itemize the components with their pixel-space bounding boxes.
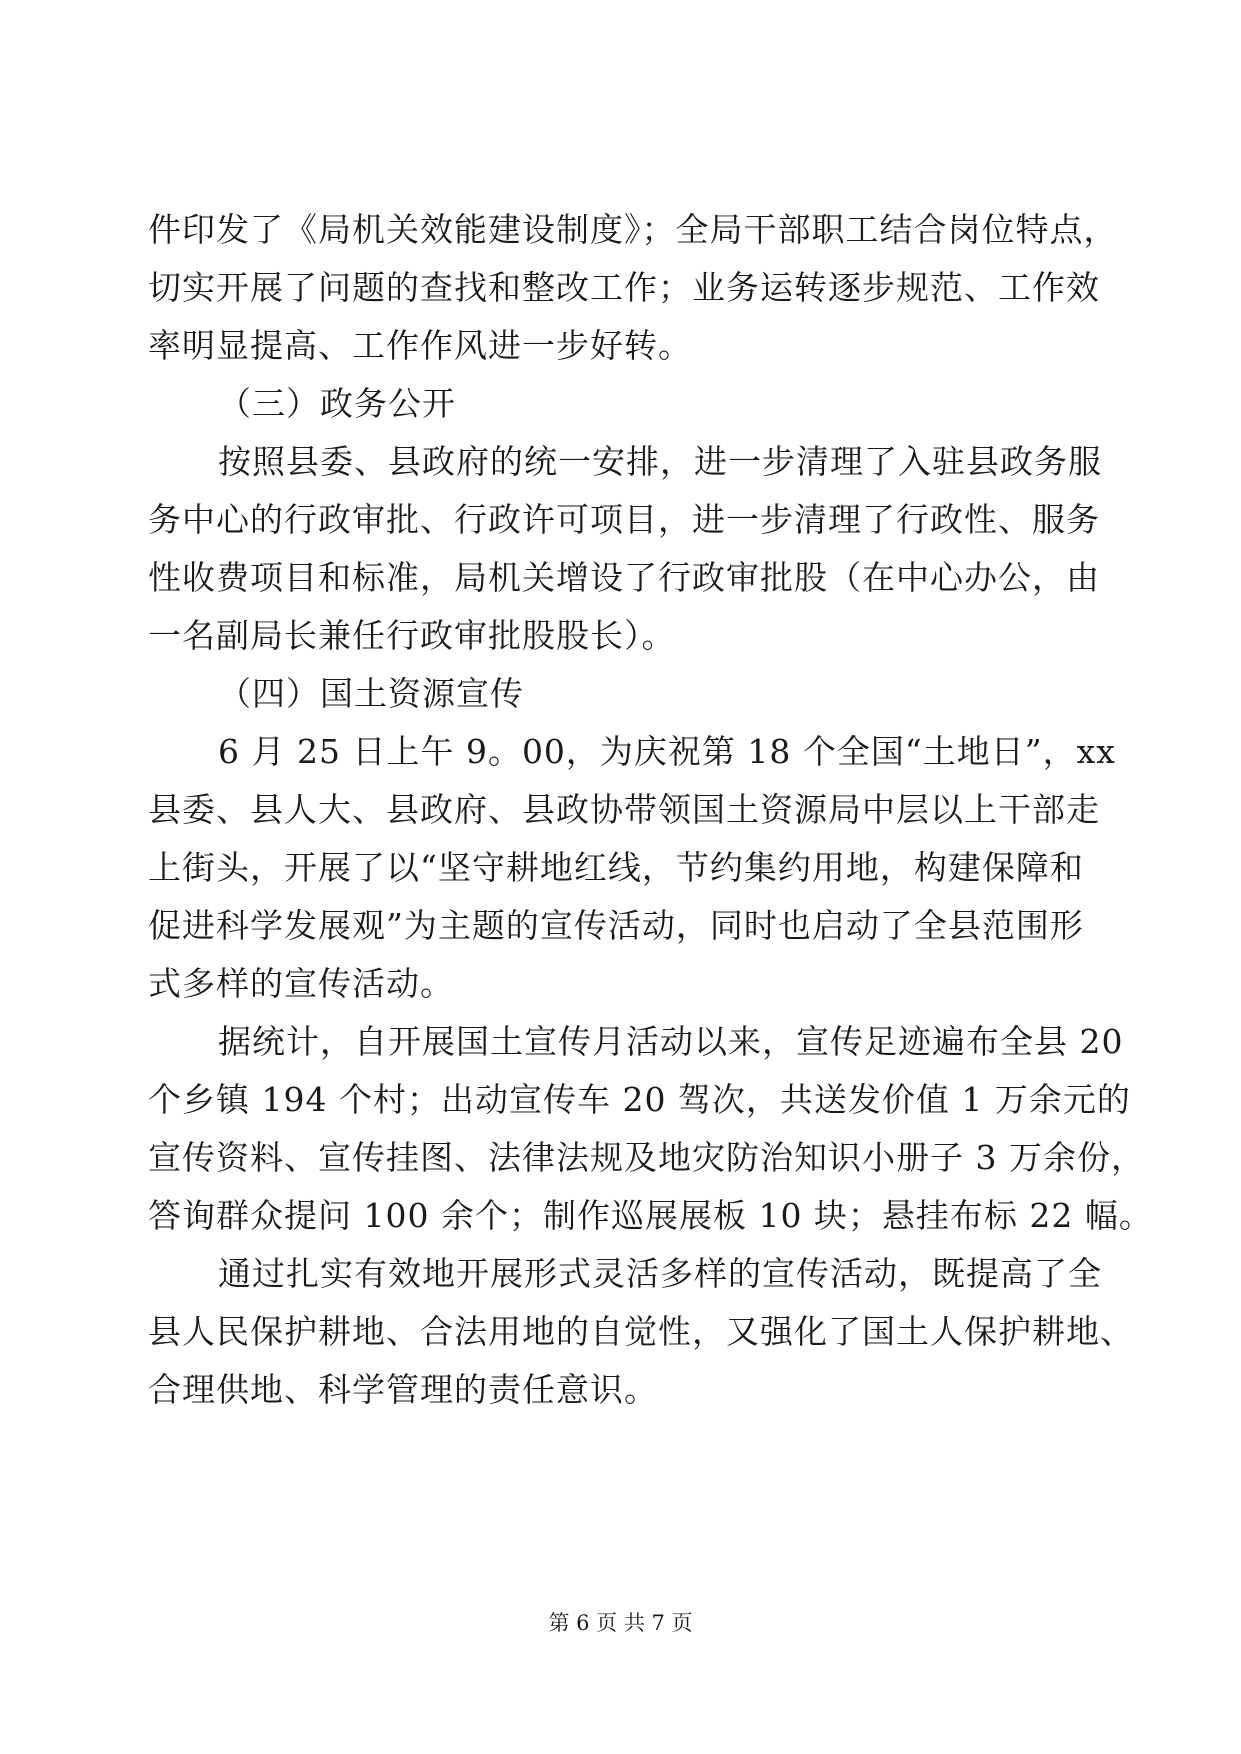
text-line: 件印发了《局机关效能建设制度》；全局干部职工结合岗位特点， — [148, 210, 1118, 249]
text-line: 据统计，自开展国土宣传月活动以来，宣传足迹遍布全县 20 — [218, 1022, 1124, 1061]
text-line: 上街头，开展了以“坚守耕地红线，节约集约用地，构建保障和 — [148, 848, 1084, 887]
text-line: 个乡镇 194 个村；出动宣传车 20 驾次，共送发价值 1 万余元的 — [148, 1080, 1131, 1119]
text-line: 县委、县人大、县政府、县政协带领国土资源局中层以上干部走 — [148, 790, 1100, 829]
text-line: 式多样的宣传活动。 — [148, 964, 454, 1003]
text-line: 一名副局长兼任行政审批股股长）。 — [148, 616, 676, 655]
section-heading: （四）国土资源宣传 — [218, 674, 524, 713]
text-line: 合理供地、科学管理的责任意识。 — [148, 1370, 658, 1409]
page-number-footer: 第 6 页 共 7 页 — [548, 1611, 693, 1635]
text-line: 促进科学发展观”为主题的宣传活动，同时也启动了全县范围形 — [148, 906, 1084, 945]
section-heading: （三）政务公开 — [218, 384, 456, 423]
text-line: 通过扎实有效地开展形式灵活多样的宣传活动，既提高了全 — [218, 1254, 1102, 1293]
text-line: 按照县委、县政府的统一安排，进一步清理了入驻县政务服 — [218, 442, 1102, 481]
text-line: 率明显提高、工作作风进一步好转。 — [148, 326, 692, 365]
text-line: 性收费项目和标准，局机关增设了行政审批股（在中心办公，由 — [148, 558, 1100, 597]
text-line: 宣传资料、宣传挂图、法律法规及地灾防治知识小册子 3 万余份， — [148, 1138, 1145, 1177]
text-line: 答询群众提问 100 余个；制作巡展展板 10 块；悬挂布标 22 幅。 — [148, 1196, 1153, 1235]
text-line: 切实开展了问题的查找和整改工作；业务运转逐步规范、工作效 — [148, 268, 1100, 307]
text-line: 6 月 25 日上午 9。00，为庆祝第 18 个全国“土地日”，xx — [218, 732, 1116, 771]
text-line: 县人民保护耕地、合法用地的自觉性，又强化了国土人保护耕地、 — [148, 1312, 1134, 1351]
text-line: 务中心的行政审批、行政许可项目，进一步清理了行政性、服务 — [148, 500, 1100, 539]
